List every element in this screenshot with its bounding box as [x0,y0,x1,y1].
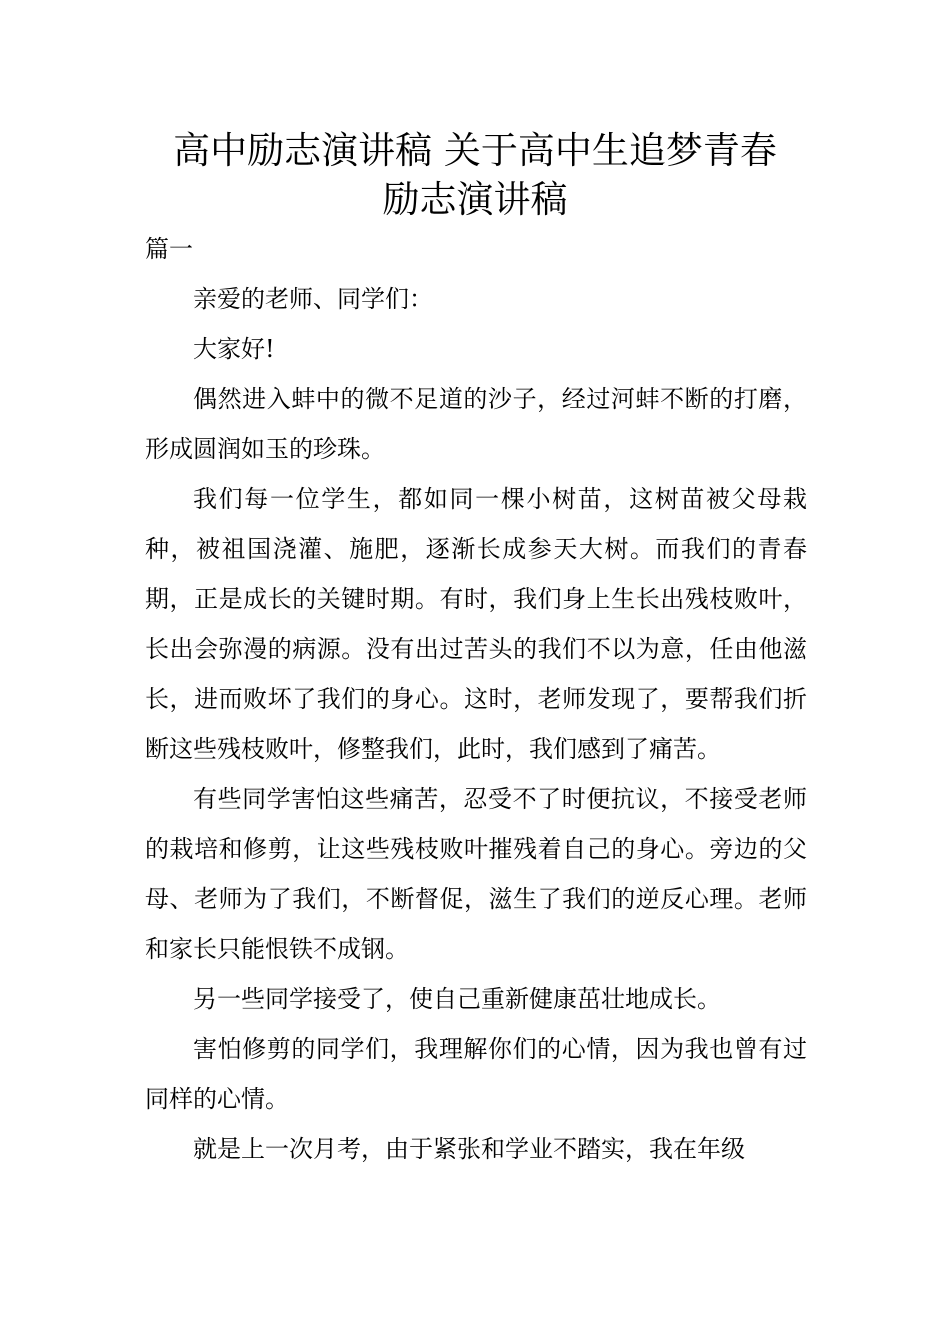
document-title-line-2: 励志演讲稿 [382,178,568,221]
document-body [145,224,807,1174]
paragraph: 偶然进入蚌中的微不足道的沙子，经过河蚌不断的打磨，形成圆润如玉的珍珠。 [145,385,807,463]
paragraph: 另一些同学接受了，使自己重新健康茁壮地成长。 [193,985,721,1013]
paragraph: 害怕修剪的同学们，我理解你们的心情，因为我也曾有过同样的心情。 [145,1035,807,1113]
paragraph-hello: 大家好! [193,335,275,363]
paragraph: 就是上一次月考，由于紧张和学业不踏实，我在年级 [193,1135,745,1163]
paragraph: 我们每一位学生，都如同一棵小树苗，这树苗被父母栽种，被祖国浇灌、施肥，逐渐长成参天大树。而我们的青春期，正是成长的关键时期。有时，我们身上生长出残枝败叶，长出会弥漫的病源。没有出过苦头的我们不以为意，任由他滋长，进而败坏了我们的身心。这时，老师发现了，要帮我们折断这些残枝败叶，修整我们，此时，我们感到了痛苦。 [145,485,807,763]
section-label: 篇一 [145,235,193,263]
paragraph: 有些同学害怕这些痛苦，忍受不了时便抗议，不接受老师的栽培和修剪，让这些残枝败叶摧残着自己的身心。旁边的父母、老师为了我们，不断督促，滋生了我们的逆反心理。老师和家长只能恨铁不成钢。 [145,785,807,963]
paragraph-greeting: 亲爱的老师、同学们： [193,285,433,313]
document-title-line-1: 高中励志演讲稿 关于高中生追梦青春 [173,129,777,172]
